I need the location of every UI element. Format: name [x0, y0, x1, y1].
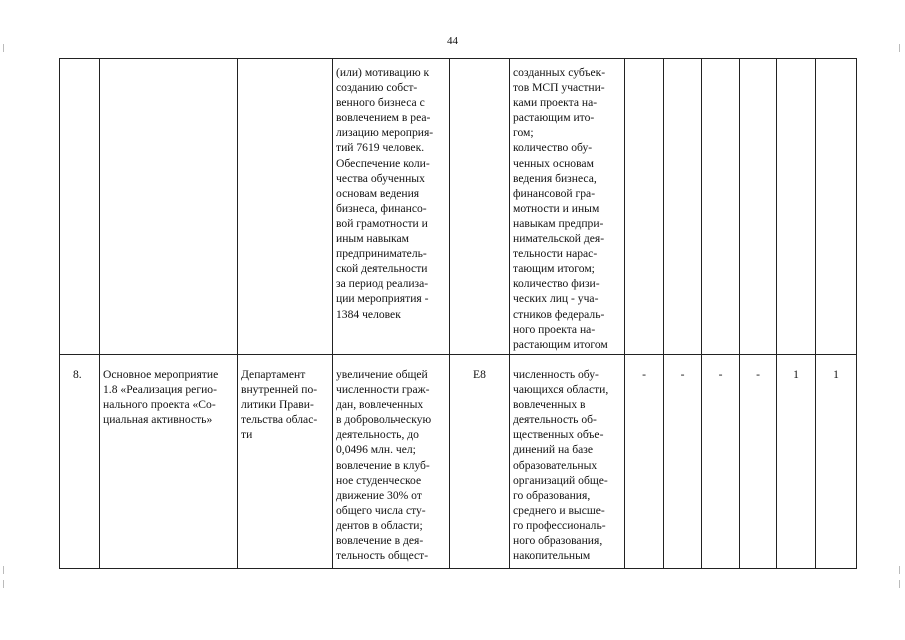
cell-line: ской деятельности [336, 262, 428, 276]
cell-line: бизнеса, финансо- [336, 201, 427, 215]
cell-line: в добровольческую [336, 413, 432, 427]
cell-line: ведения бизнеса, [513, 171, 597, 185]
cell-line: деятельность, до [336, 428, 419, 442]
cell-line: венного бизнеса с [336, 96, 425, 110]
cell-line: Обеспечение коли- [336, 156, 430, 170]
scan-edge-mark [3, 580, 4, 588]
row2-project-code-cell [450, 367, 509, 382]
cell-line: ное студенческое [336, 473, 422, 487]
cell-line: навыкам предпри- [513, 216, 604, 230]
cell-line: накопительным [513, 549, 591, 563]
row2-value-6: 1 [833, 368, 839, 381]
cell-line: Е8 [473, 368, 486, 381]
cell-line: увеличение общей [336, 368, 428, 381]
cell-line: ти [241, 428, 253, 442]
cell-line: го профессиональ- [513, 518, 606, 532]
cell-line: дентов в области; [336, 518, 423, 532]
cell-line: щественных объе- [513, 428, 604, 442]
cell-line: го образования, [513, 488, 591, 502]
scan-edge-mark [899, 566, 900, 574]
cell-line: численности граж- [336, 383, 430, 397]
row2-value-1: - [642, 368, 646, 381]
cell-line: нимательской дея- [513, 232, 605, 246]
cell-line: за период реализа- [336, 277, 429, 291]
cell-line: ческих лиц - уча- [513, 292, 599, 306]
cell-line: тов МСП участни- [513, 81, 605, 95]
cell-line: ного образования, [513, 534, 603, 548]
cell-line: внутренней по- [241, 383, 318, 397]
cell-line: тельства облас- [241, 413, 318, 427]
cell-line: ного проекта на- [513, 322, 596, 336]
page-number: 44 [447, 35, 458, 47]
row2-result-cell [336, 367, 448, 563]
cell-line: лизацию мероприя- [336, 126, 434, 140]
row2-value-5: 1 [793, 368, 799, 381]
cell-line: тающим итогом; [513, 262, 595, 276]
cell-line: чающихся области, [513, 383, 609, 397]
cell-line: количество физи- [513, 277, 600, 291]
cell-line: количество обу- [513, 141, 593, 155]
row2-executor-cell [241, 367, 331, 442]
cell-line: численность обу- [513, 368, 599, 381]
cell-line: Основное мероприятие [103, 368, 219, 381]
cell-line: движение 30% от [336, 488, 422, 502]
cell-line: растающим итогом [513, 337, 608, 351]
cell-line: чества обученных [336, 171, 425, 185]
row1-result-cell [336, 65, 448, 322]
cell-line: Департамент [241, 368, 306, 381]
cell-line: среднего и высше- [513, 503, 605, 517]
row1-indicator-cell [513, 65, 623, 352]
cell-line: циальная активность» [103, 413, 213, 427]
cell-line: ции мероприятия - [336, 292, 429, 306]
cell-line: основам ведения [336, 186, 420, 200]
row2-number-cell [73, 367, 97, 382]
cell-line: предприниматель- [336, 247, 427, 261]
row2-value-3: - [718, 368, 723, 381]
cell-line: вовлеченных в [513, 398, 586, 412]
cell-line: финансовой гра- [513, 186, 596, 200]
cell-line: вовлечение в дея- [336, 534, 424, 548]
cell-line: растающим ито- [513, 111, 595, 125]
row2-measure-cell [103, 367, 236, 427]
cell-line: тельность общест- [336, 549, 429, 563]
cell-line: стников федераль- [513, 307, 605, 321]
cell-line: организаций обще- [513, 473, 608, 487]
cell-line: гом; [513, 126, 534, 140]
scan-edge-mark [3, 566, 4, 574]
cell-line: дан, вовлеченных [336, 398, 424, 412]
cell-line: вовлечение в клуб- [336, 458, 430, 472]
cell-line: тельности нарас- [513, 247, 598, 261]
cell-line: 1384 человек [336, 307, 401, 321]
cell-line: 1.8 «Реализация регио- [103, 383, 217, 397]
row2-indicator-cell [513, 367, 623, 563]
cell-line: мотности и иным [513, 201, 600, 215]
cell-line: иным навыкам [336, 232, 409, 246]
cell-line: (или) мотивацию к [336, 66, 430, 79]
cell-line: нального проекта «Со- [103, 398, 216, 412]
cell-line: 0,0496 млн. чел; [336, 443, 416, 457]
scan-edge-mark [3, 44, 4, 52]
scan-edge-mark [899, 580, 900, 588]
cell-line: тий 7619 человек. [336, 141, 425, 155]
cell-line: вой грамотности и [336, 216, 428, 230]
cell-line: деятельность об- [513, 413, 597, 427]
row2-value-4: - [756, 368, 760, 381]
cell-line: 8. [73, 368, 82, 381]
cell-line: общего числа сту- [336, 503, 426, 517]
cell-line: ченных основам [513, 156, 594, 170]
cell-line: созданных субъек- [513, 66, 606, 79]
cell-line: литики Прави- [241, 398, 314, 412]
cell-line: ками проекта на- [513, 96, 598, 110]
cell-line: динений на базе [513, 443, 593, 457]
row2-value-2: - [680, 368, 685, 381]
cell-line: образовательных [513, 458, 598, 472]
table-grid [59, 58, 857, 569]
measures-table [59, 58, 857, 569]
scan-edge-mark [899, 44, 900, 52]
cell-line: вовлечением в реа- [336, 111, 431, 125]
cell-line: созданию собст- [336, 81, 418, 95]
